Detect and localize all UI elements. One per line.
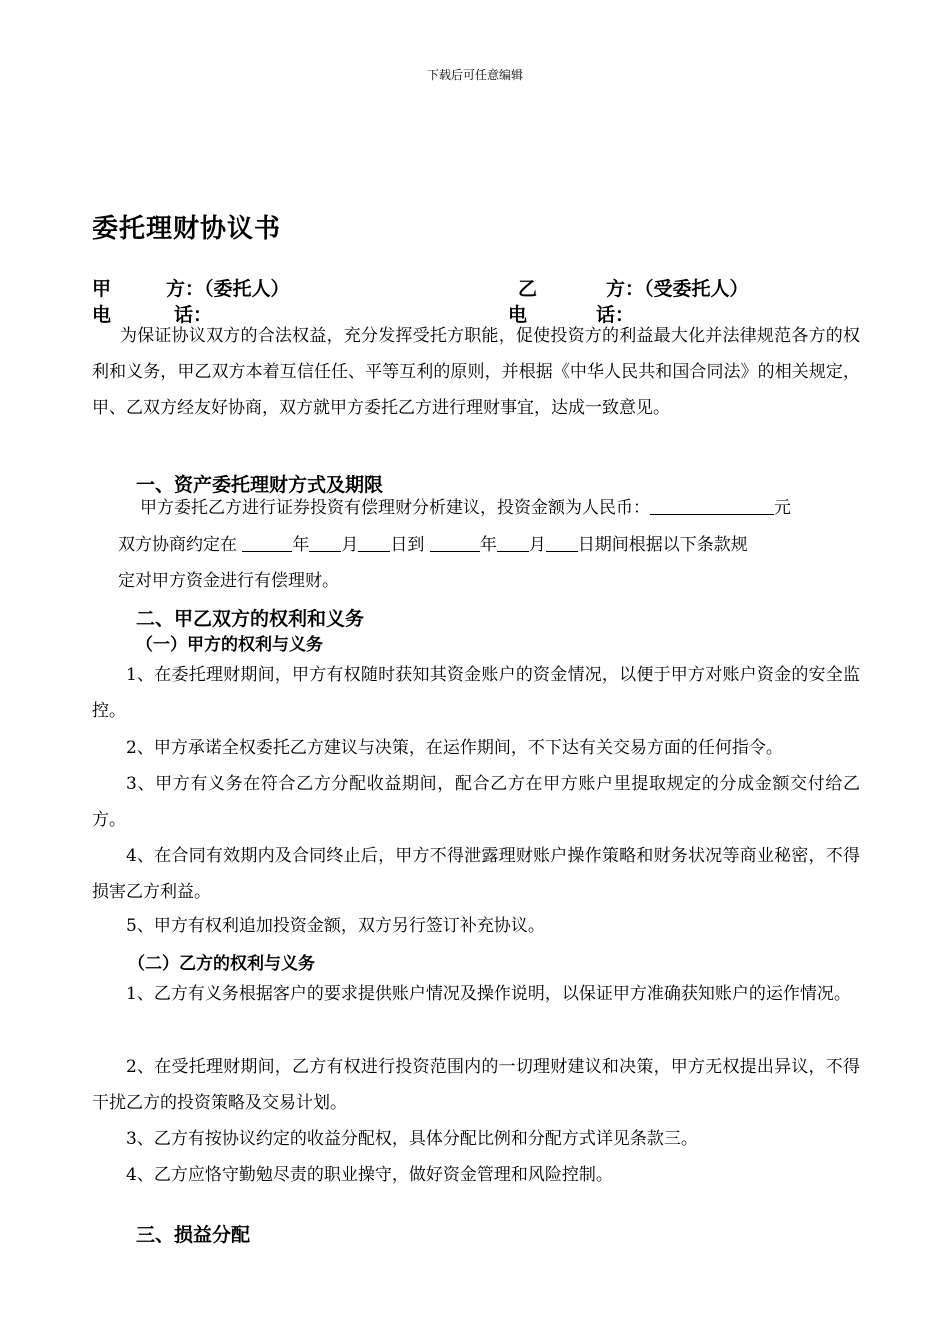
start-day-blank[interactable] — [358, 533, 390, 552]
phone-b-label: 话： — [596, 304, 635, 326]
section2a-item-3: 3、甲方有义务在符合乙方分配收益期间，配合乙方在甲方账户里提取规定的分成金额交付给乙方。 — [92, 774, 860, 830]
section2b-item-2: 2、在受托理财期间，乙方有权进行投资范围内的一切理财建议和决策，甲方无权提出异议，不得干扰乙方的投资策略及交易计划。 — [92, 1057, 860, 1113]
section2a-heading: （一）甲方的权利与义务 — [136, 635, 323, 655]
phone-a-label-char1: 电 — [92, 304, 112, 326]
section2a-item-1: 1、在委托理财期间，甲方有权随时获知其资金账户的资金情况，以便于甲方对账户资金的安全监控。 — [92, 665, 860, 721]
amount-blank[interactable] — [650, 496, 774, 515]
intro-paragraph: 为保证协议双方的合法权益，充分发挥受托方职能，促使投资方的利益最大化并法律规范各方的权利和义务，甲乙双方本着互信任任、平等互利的原则，并根据《中华人民共和国合同法》的相关规定，甲、乙双方经友好协商，双方就甲方委托乙方进行理财事宜，达成一致意见。 — [92, 326, 860, 418]
party-a-label: 方：（委托人） — [166, 278, 290, 300]
section1-line2 — [118, 527, 748, 563]
start-year-blank[interactable] — [242, 533, 292, 552]
section1-line2-prefix: 双方协商约定在 — [118, 535, 237, 555]
section2b-heading: （二）乙方的权利与义务 — [128, 954, 315, 974]
section2b-item-3: 3、乙方有按协议约定的收益分配权，具体分配比例和分配方式详见条款三。 — [126, 1129, 698, 1149]
header-note: 下载后可任意编辑 — [426, 68, 523, 82]
end-month-label: 月 — [528, 535, 546, 555]
section2b-item-1: 1、乙方有义务根据客户的要求提供账户情况及操作说明，以保证甲方准确获知账户的运作情况。 — [126, 984, 851, 1004]
section1-heading: 一、资产委托理财方式及期限 — [136, 474, 384, 496]
start-year-label: 年 — [292, 535, 310, 555]
section1-line1 — [140, 490, 791, 526]
start-day-to-label: 日到 — [390, 535, 425, 555]
section1-line1-text: 甲方委托乙方进行证券投资有偿理财分析建议，投资金额为人民币： — [140, 498, 650, 518]
section2b-item-4: 4、乙方应恪守勤勉尽责的职业操守，做好资金管理和风险控制。 — [126, 1165, 613, 1185]
section1-line3: 定对甲方资金进行有偿理财。 — [118, 571, 339, 591]
party-b-label-char1: 乙 — [518, 278, 538, 300]
end-year-label: 年 — [479, 535, 497, 555]
end-month-blank[interactable] — [497, 533, 529, 552]
end-day-period-label: 日期间根据以下条款规 — [577, 535, 748, 555]
start-month-label: 月 — [341, 535, 359, 555]
end-year-blank[interactable] — [430, 533, 480, 552]
party-b-label: 方：（受委托人） — [606, 278, 749, 300]
start-month-blank[interactable] — [309, 533, 341, 552]
phone-a-label: 话： — [174, 304, 213, 326]
section2a-item-2: 2、甲方承诺全权委托乙方建议与决策，在运作期间，不下达有关交易方面的任何指令。 — [126, 738, 783, 758]
section2a-item-5: 5、甲方有权利追加投资金额，双方另行签订补充协议。 — [126, 916, 545, 936]
party-a-label-char1: 甲 — [92, 278, 112, 300]
section2-heading: 二、甲乙双方的权利和义务 — [136, 608, 365, 630]
page-title: 委托理财协议书 — [92, 214, 282, 244]
end-day-blank[interactable] — [546, 533, 578, 552]
phone-b-label-char1: 电 — [508, 304, 528, 326]
section1-unit: 元 — [774, 498, 791, 518]
section2a-item-4: 4、在合同有效期内及合同终止后，甲方不得泄露理财账户操作策略和财务状况等商业秘密，不得损害乙方利益。 — [92, 846, 860, 902]
section3-heading: 三、损益分配 — [136, 1224, 251, 1246]
